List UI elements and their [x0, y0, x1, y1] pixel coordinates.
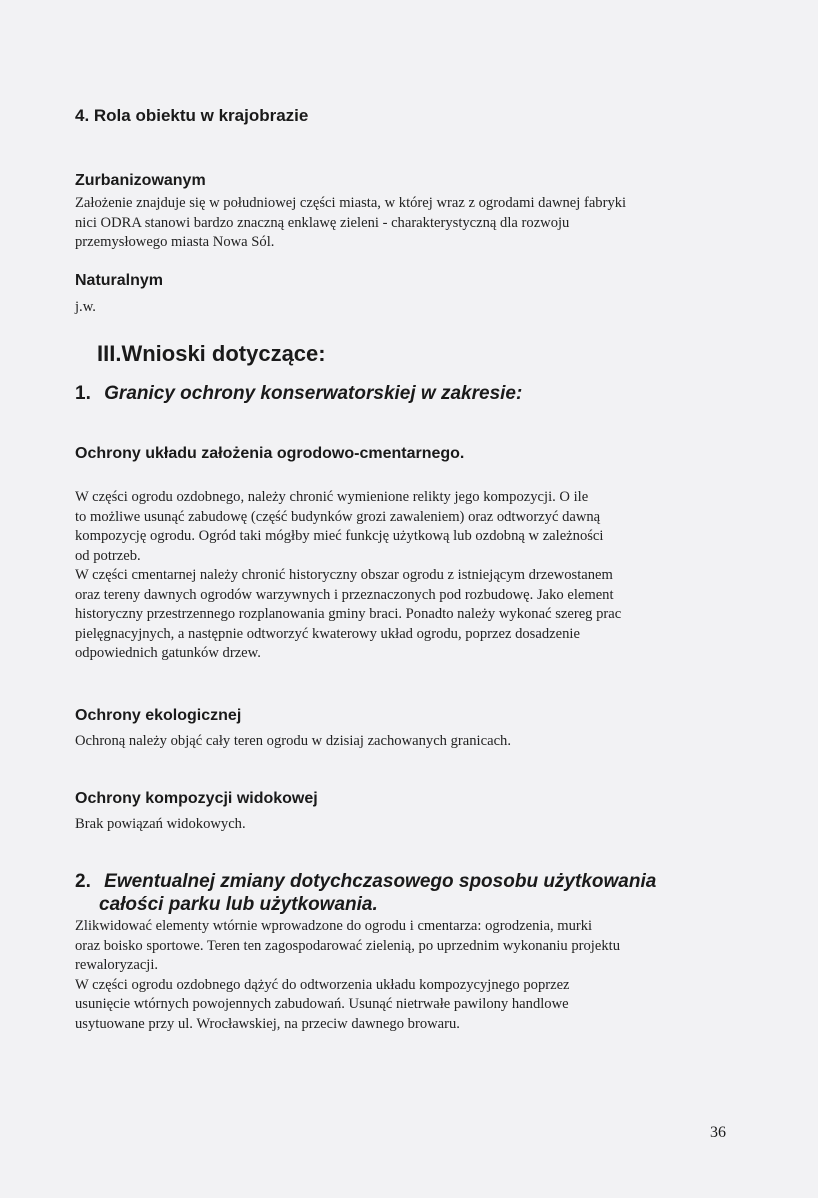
text-line: to możliwe usunąć zabudowę (część budynków grozi zawaleniem) oraz odtworzyć dawną: [75, 508, 601, 525]
item-heading-protection-boundaries: [75, 383, 522, 405]
text-line: przemysłowego miasta Nowa Sól.: [75, 234, 275, 250]
text-line: historyczny przestrzennego rozplanowania gminy braci. Ponadto należy wykonać szereg prac: [75, 606, 622, 622]
text-line: W części ogrodu ozdobnego, należy chronić wymienione relikty jego kompozycji. O ile: [75, 489, 589, 505]
text-line: oraz tereny dawnych ogrodów warzywnych i przeznaczonych pod rozbudowę. Jako element: [75, 586, 614, 603]
item-title-line: Ewentualnej zmiany dotychczasowego sposobu użytkowania: [104, 871, 657, 892]
text-line: kompozycję ogrodu. Ogród taki mógłby mieć funkcję użytkową lub ozdobną w zależności: [75, 528, 604, 544]
subheading-natural: Naturalnym: [75, 272, 164, 289]
subheading-urbanized: Zurbanizowanym: [75, 172, 206, 189]
item-heading-usage-change: [75, 871, 656, 916]
text-line: usunięcie wtórnych powojennych zabudowań. Usunąć nietrwałe pawilony handlowe: [75, 996, 569, 1012]
paragraph-usage-change: [75, 917, 620, 1034]
subheading-ecological-protection: Ochrony ekologicznej: [75, 707, 242, 724]
page-number: 36: [710, 1124, 726, 1141]
item-number: 2.: [75, 871, 91, 892]
item-title: Granicy ochrony konserwatorskiej w zakresie:: [104, 383, 523, 404]
item-number: 1.: [75, 383, 91, 404]
text-line: oraz boisko sportowe. Teren ten zagospodarować zielenią, po uprzednim wykonaniu projektu: [75, 937, 620, 954]
text-line: odpowiednich gatunków drzew.: [75, 645, 261, 661]
subheading-view-composition: Ochrony kompozycji widokowej: [75, 790, 318, 807]
paragraph-layout-protection: [75, 488, 621, 664]
section-heading-conclusions: III.Wnioski dotyczące:: [97, 341, 326, 366]
text-line: rewaloryzacji.: [75, 957, 159, 973]
paragraph-urbanized: [75, 194, 626, 253]
text-line: od potrzeb.: [75, 547, 141, 564]
item-title-line: całości parku lub użytkowania.: [99, 894, 378, 915]
text-line: Założenie znajduje się w południowej części miasta, w której wraz z ogrodami dawnej fabryki: [75, 195, 627, 211]
text-line: W części ogrodu ozdobnego dążyć do odtworzenia układu kompozycyjnego poprzez: [75, 976, 570, 993]
text-line: Zlikwidować elementy wtórnie wprowadzone do ogrodu i cmentarza: ogrodzenia, murki: [75, 918, 593, 934]
paragraph-view-composition: Brak powiązań widokowych.: [75, 816, 246, 832]
paragraph-ecological-protection: Ochroną należy objąć cały teren ogrodu w dzisiaj zachowanych granicach.: [75, 733, 511, 749]
text-line: nici ODRA stanowi bardzo znaczną enklawę zieleni - charakterystyczną dla rozwoju: [75, 214, 570, 231]
text-line: W części cmentarnej należy chronić historyczny obszar ogrodu z istniejącym drzewostanem: [75, 567, 613, 583]
text-line: usytuowane przy ul. Wrocławskiej, na przeciw dawnego browaru.: [75, 1015, 460, 1032]
text-line: pielęgnacyjnych, a następnie odtworzyć kwaterowy układ ogrodu, poprzez dosadzenie: [75, 625, 580, 642]
section-heading-landscape-role: 4. Rola obiektu w krajobrazie: [75, 106, 309, 125]
subheading-layout-protection: Ochrony układu założenia ogrodowo-cmentarnego.: [75, 445, 465, 462]
paragraph-natural: j.w.: [75, 299, 96, 315]
